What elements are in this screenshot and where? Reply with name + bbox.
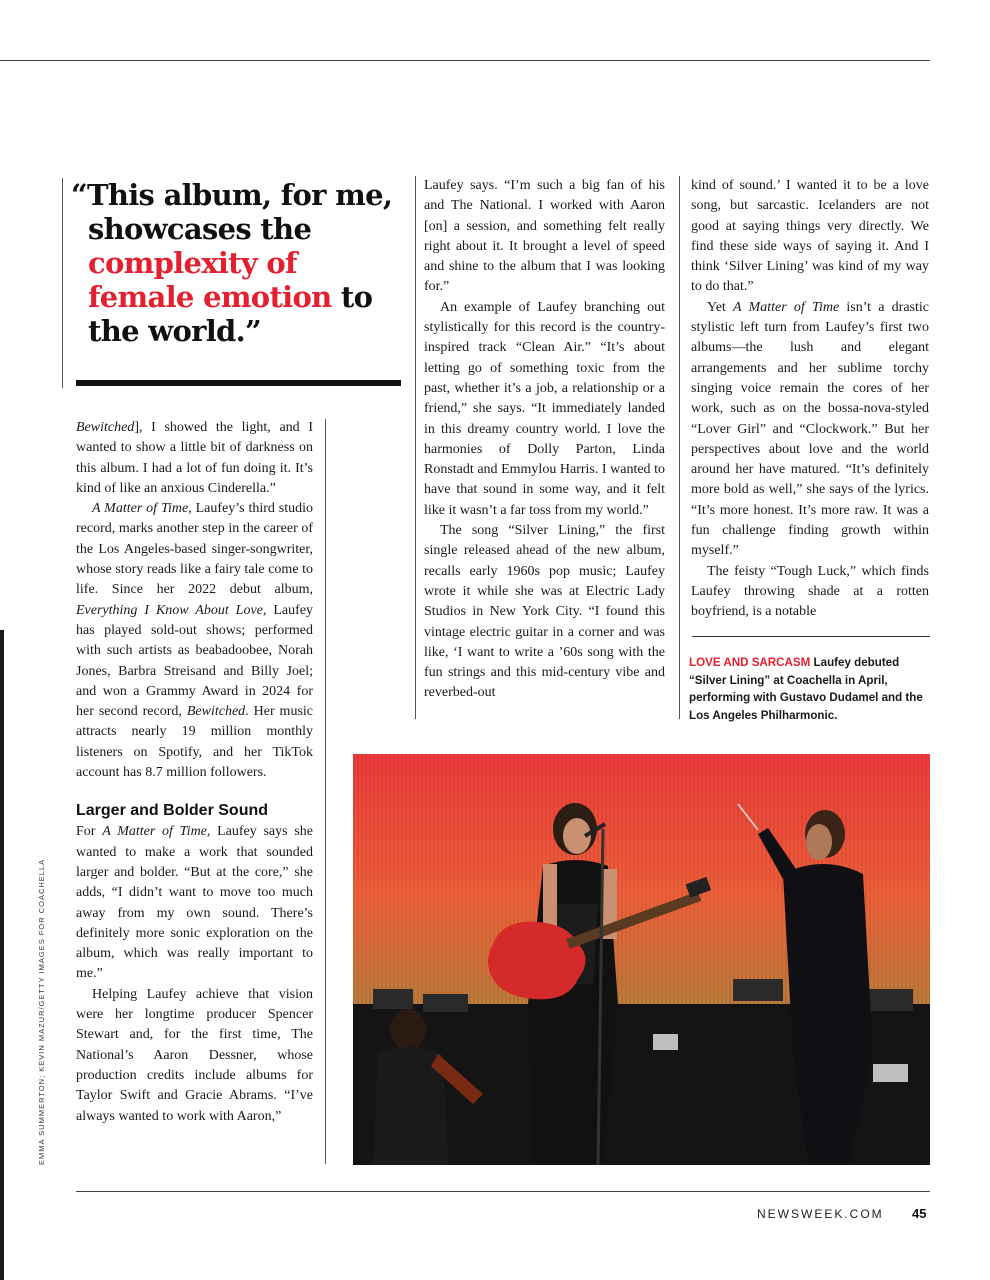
paragraph-text: , Laufey’s third studio record, marks another step in the career of the Los Angeles-based singer-songwriter, whose story reads like a fairy tale come to life. Since her 2022 debut album, xyxy=(76,501,313,598)
page-edge-bar xyxy=(0,630,4,1280)
paragraph-text: Yet xyxy=(707,299,734,315)
paragraph-text: , Laufey says she wanted to make a work that sounded larger and bolder. “But at the core,” she adds, “I didn’t want to move too much away from my own sound. There’s definitely more sonic exploration on the album, which was really important to me.” xyxy=(76,824,313,982)
italic-title: A Matter of Time xyxy=(733,299,840,315)
subhead: Larger and Bolder Sound xyxy=(76,802,269,820)
photo-caption xyxy=(689,654,929,724)
article-column-2 xyxy=(424,176,665,704)
article-column-3 xyxy=(691,176,929,623)
paragraph xyxy=(76,822,313,984)
paragraph: Helping Laufey achieve that vision were her longtime producer Spencer Stewart and, for the first time, The National’s Aaron Dessner, whose production credits include albums for Taylor Swift and Gracie Abrams. “I’ve always wanted to work with Aaron,” xyxy=(76,986,313,1124)
paragraph: The feisty “Tough Luck,” which finds Laufey throwing shade at a rotten boyfriend, is a notable xyxy=(691,563,929,620)
pull-quote xyxy=(62,178,407,388)
paragraph-text: , Laufey has played sold-out shows; performed with such artists as beabadoobee, Norah Jones, Barbra Streisand and Billy Joel; and won a Grammy Award in 2024 for her second record, xyxy=(76,602,313,720)
paragraph-text: ], I showed the light, and I wanted to show a little bit of darkness on this album. I had a lot of fun doing it. It’s kind of like an anxious Cinderella.” xyxy=(76,420,313,496)
italic-title: A Matter of Time xyxy=(102,824,207,840)
footer-rule xyxy=(76,1191,930,1192)
paragraph xyxy=(691,298,929,562)
caption-text: Laufey debuted “Silver Lining” at Coachella in April, performing with Gustavo Dudamel and the Los Angeles Philharmonic. xyxy=(689,656,923,722)
pull-quote-highlight: complexity of female emotion xyxy=(88,246,332,314)
italic-title: Bewitched xyxy=(186,704,246,720)
paragraph: kind of sound.’ I wanted it to be a love song, but sarcastic. Icelanders are not good at saying things very directly. We find these side ways of saying it. And I think ‘Silver Lining’ was kind of my way to do that.” xyxy=(691,178,929,295)
caption-rule xyxy=(692,636,930,637)
page-number: 45 xyxy=(912,1206,927,1221)
paragraph-text: isn’t a drastic stylistic left turn from Laufey’s first two albums—the lush and elegant arrangements and her sublime torchy singing voice remain the cores of her work, such as on the bossa-nova-styled “Lover Girl” and “Clockwork.” But her perspectives about love and the world around her have matured. “It’s definitely more bold as well,” she says of the lyrics. “It’s more honest. It’s more raw. It was a fun challenge finding growth within myself.” xyxy=(691,299,929,559)
paragraph xyxy=(76,499,313,783)
pull-quote-text xyxy=(71,178,407,348)
pull-quote-rule xyxy=(76,380,401,386)
column-rule xyxy=(415,176,416,719)
top-rule xyxy=(0,60,930,61)
pull-quote-close: to the world.” xyxy=(88,280,373,348)
concert-photo xyxy=(353,754,930,1165)
footer-site: NEWSWEEK.COM xyxy=(757,1207,884,1221)
paragraph-text: . Her music attracts nearly 19 million monthly listeners on Spotify, and her TikTok account has 8.7 million followers. xyxy=(76,704,313,781)
paragraph: Laufey says. “I’m such a big fan of his and The National. I worked with Aaron [on] a session, and something felt really right about it. It brought a level of speed and shine to the album that I was looking for.” xyxy=(424,178,665,295)
photo-credit: EMMA SUMMERTON; KEVIN MAZUR/GETTY IMAGES FOR COACHELLA xyxy=(37,858,46,1165)
pull-quote-open: “This album, for me, showcases the xyxy=(71,178,393,246)
paragraph xyxy=(76,418,313,499)
paragraph-text: For xyxy=(76,824,103,840)
italic-title: Everything I Know About Love xyxy=(76,602,263,618)
column-rule xyxy=(679,176,680,719)
article-column-1 xyxy=(76,418,313,1127)
paragraph: An example of Laufey branching out stylistically for this record is the country-inspired track “Clean Air.” “It’s about letting go of something toxic from the past, whether it’s a job, a relationship or a friend,” she says. “It immediately landed in this dreamy country world. I love the harmonies of Dolly Parton, Linda Ronstadt and Emmylou Harris. I wanted to have that sound in some way, and it felt like it wasn’t a far toss from my world.” xyxy=(424,299,665,518)
italic-title: Bewitched xyxy=(76,420,135,435)
italic-title: A Matter of Time xyxy=(92,501,189,517)
caption-kicker: LOVE AND SARCASM xyxy=(689,656,811,669)
paragraph: The song “Silver Lining,” the first single released ahead of the new album, recalls early 1960s pop music; Laufey wrote it while she was at Electric Lady Studios in New York City. “I found this vintage electric guitar in a corner and was like, ‘I want to write a ’60s song with the fun strings and this mid-century vibe and reverbed-out xyxy=(424,523,665,701)
column-rule xyxy=(325,419,326,1164)
